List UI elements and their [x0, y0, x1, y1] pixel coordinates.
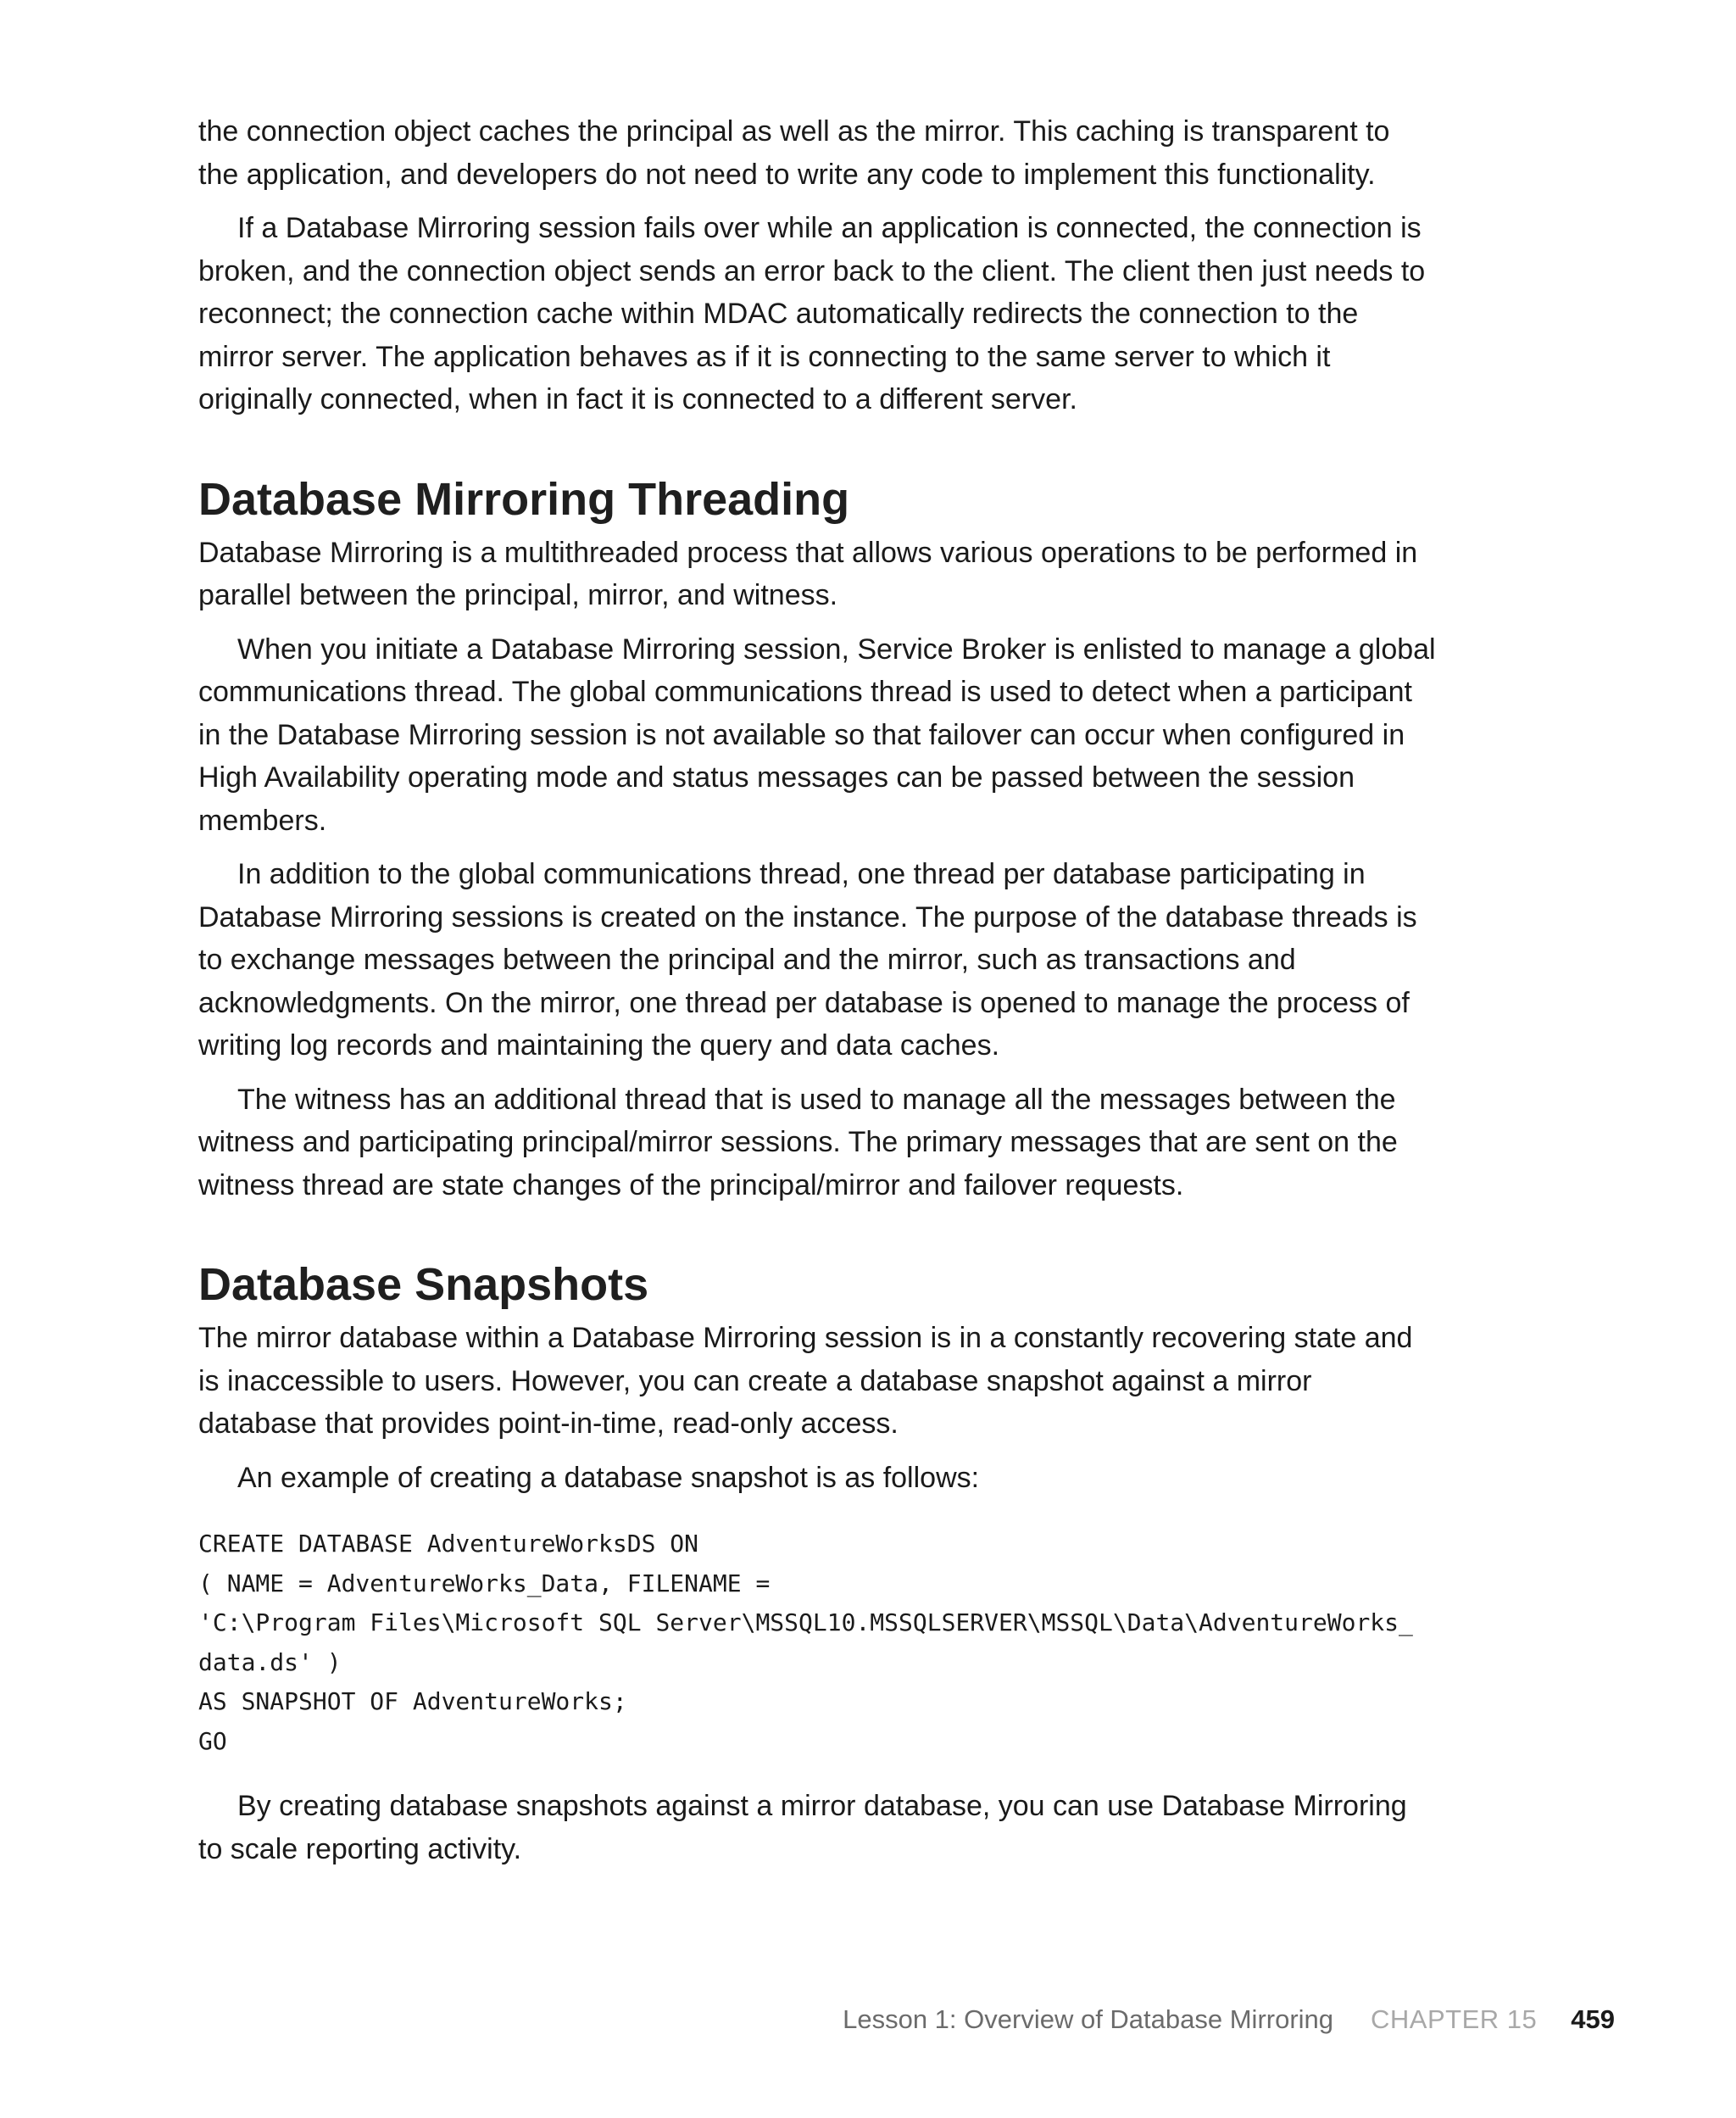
page-body [198, 110, 1436, 1870]
footer-lesson-title: Lesson 1: Overview of Database Mirroring [843, 2004, 1334, 2034]
footer-chapter-label: CHAPTER 15 [1371, 2004, 1538, 2034]
paragraph-connection-caching: the connection object caches the principal as well as the mirror. This caching is transparent to the application, and developers do not need to write any code to implement this functionality. [198, 115, 1390, 191]
heading-database-mirroring-threading: Database Mirroring Threading [198, 473, 850, 525]
paragraph-global-thread: When you initiate a Database Mirroring session, Service Broker is enlisted to manage a global communications thread. The global communications thread is used to detect when a participant in the Database Mirroring session is not available so that failover can occur when configured in High Availability operating mode and status messages can be passed between the session members. [198, 633, 1436, 837]
footer-page-number: 459 [1571, 2004, 1615, 2034]
heading-database-snapshots: Database Snapshots [198, 1259, 649, 1310]
page-footer [843, 2003, 1615, 2037]
paragraph-snapshot-reporting: By creating database snapshots against a mirror database, you can use Database Mirroring to scale reporting activity. [198, 1790, 1407, 1865]
paragraph-threading-intro: Database Mirroring is a multithreaded process that allows various operations to be performed in parallel between the principal, mirror, and witness. [198, 536, 1418, 611]
paragraph-database-threads: In addition to the global communications thread, one thread per database participating in Database Mirroring sessions is created on the instance. The purpose of the database threads is to exchange messages between the principal and the mirror, such as transactions and acknowledgments. On the mirror, one thread per database is opened to manage the process of writing log records and maintaining the query and data caches. [198, 858, 1417, 1062]
paragraph-snapshot-intro: The mirror database within a Database Mirroring session is in a constantly recovering state and is inaccessible to users. However, you can create a database snapshot against a mirror database that provides point-in-time, read-only access. [198, 1322, 1413, 1440]
paragraph-snapshot-example-intro: An example of creating a database snapshot is as follows: [237, 1461, 980, 1494]
paragraph-witness-thread: The witness has an additional thread that is used to manage all the messages between the witness and participating principal/mirror sessions. The primary messages that are sent on the witness thread are state changes of the principal/mirror and failover requests. [198, 1083, 1398, 1201]
code-block-create-snapshot: CREATE DATABASE AdventureWorksDS ON ( NAME = AdventureWorks_Data, FILENAME = 'C:\Program Files\Microsoft SQL Server\MSSQL10.MSSQLSERVER\MSSQL\Data\AdventureWorks_ data.ds' ) AS SNAPSHOT OF AdventureWorks; GO [198, 1530, 1413, 1755]
paragraph-failover-reconnect: If a Database Mirroring session fails over while an application is connected, the connection is broken, and the connection object sends an error back to the client. The client then just needs to reconnect; the connection cache within MDAC automatically redirects the connection to the mirror server. The application behaves as if it is connecting to the same server to which it originally connected, when in fact it is connected to a different server. [198, 212, 1426, 415]
